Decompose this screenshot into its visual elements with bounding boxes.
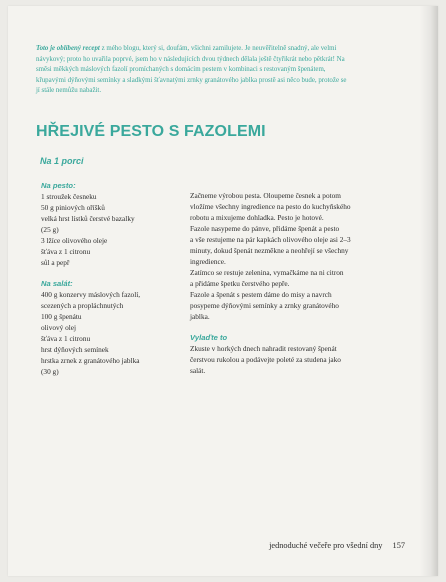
ingredient-line: 50 g piniových oříšků xyxy=(41,203,105,212)
ingredient-line: sůl a pepř xyxy=(41,258,70,267)
intro-paragraph xyxy=(36,44,351,97)
tip-heading: Vylaďte to xyxy=(190,333,228,342)
book-page xyxy=(8,6,438,576)
ingredient-line: 100 g špenátu xyxy=(41,312,82,321)
page-number: 157 xyxy=(392,541,405,550)
tip-text xyxy=(190,343,385,376)
ingredient-line: hrstka zrnek z granátového jablka xyxy=(41,356,140,365)
method-line: vložíme všechny ingredience na pesto do kuchyňského xyxy=(190,202,351,211)
method-line: a vše restujeme na pár kapkách olivového oleje asi 2–3 xyxy=(190,235,351,244)
footer-section-title: jednoduché večeře pro všední dny xyxy=(269,541,383,550)
ingredient-line: 1 stroužek česneku xyxy=(41,192,97,201)
ingredient-line: hrst dýňových semínek xyxy=(41,345,109,354)
method-line: ingredience. xyxy=(190,257,226,266)
method-line: minuty, dokud špenát nezměkne a neohřejí se všechny xyxy=(190,246,349,255)
ingredient-line: 400 g konzervy máslových fazolí, xyxy=(41,290,141,299)
ingredient-line: šťáva z 1 citronu xyxy=(41,334,91,343)
method-text xyxy=(190,190,385,322)
ingredient-line: šťáva z 1 citronu xyxy=(41,247,91,256)
ingredient-line: velká hrst lístků čerstvé bazalky xyxy=(41,214,135,223)
ingredient-line: (30 g) xyxy=(41,367,59,376)
pesto-list xyxy=(41,191,191,268)
salad-heading: Na salát: xyxy=(41,279,73,288)
method-line: Zatímco se restuje zelenina, vymačkáme na ni citron xyxy=(190,268,344,277)
ingredient-line: 3 lžíce olivového oleje xyxy=(41,236,108,245)
method-line: Fazole a špenát s pestem dáme do misy a navrch xyxy=(190,290,332,299)
method-line: posypeme dýňovými semínky a zrnky granátového xyxy=(190,301,339,310)
tip-line: Zkuste v horkých dnech nahradit restovaný špenát xyxy=(190,344,337,353)
intro-text: z mého blogu, který si, doufám, všichni zamilujete. Je neuvěřitelně snadný, ale velmi návykový; proto ho uvařila poprvé, jsem ho v následujících dvou týdnech dělala ještě čtyřikrát nebo pětkrát! Na směsi měkkých máslových fazolí promíchaných s domácím pestem v kombinaci s restovaným špenátem, křupavými dýňovými semínky a sladkými šťavnatými zrnky granátového jablka prostě asi něco bude, protože se jí stále nemůžu nabažit. xyxy=(36,45,347,95)
portions-label: Na 1 porci xyxy=(40,156,84,166)
ingredients-column xyxy=(41,180,191,377)
method-column xyxy=(190,190,385,376)
method-line: Fazole nasypeme do pánve, přidáme špenát a pesto xyxy=(190,224,340,233)
pesto-heading: Na pesto: xyxy=(41,181,76,190)
recipe-title: HŘEJIVÉ PESTO S FAZOLEMI xyxy=(36,123,266,140)
method-line: robotu a mixujeme dohladka. Pesto je hotové. xyxy=(190,213,324,222)
salad-list xyxy=(41,289,191,377)
method-line: jablka. xyxy=(190,312,210,321)
tip-line: čerstvou rukolou a podávejte poleté za studena jako xyxy=(190,355,341,364)
page-fold-shadow xyxy=(420,6,438,576)
ingredient-line: scezených a propláchnutých xyxy=(41,301,124,310)
ingredient-line: olivový olej xyxy=(41,323,77,332)
page-footer xyxy=(269,541,405,550)
method-line: a přidáme špetku čerstvého pepře. xyxy=(190,279,290,288)
method-line: Začneme výrobou pesta. Oloupeme česnek a potom xyxy=(190,191,341,200)
tip-line: salát. xyxy=(190,366,206,375)
ingredient-line: (25 g) xyxy=(41,225,59,234)
intro-lead: Toto je oblíbený recept xyxy=(36,45,100,52)
